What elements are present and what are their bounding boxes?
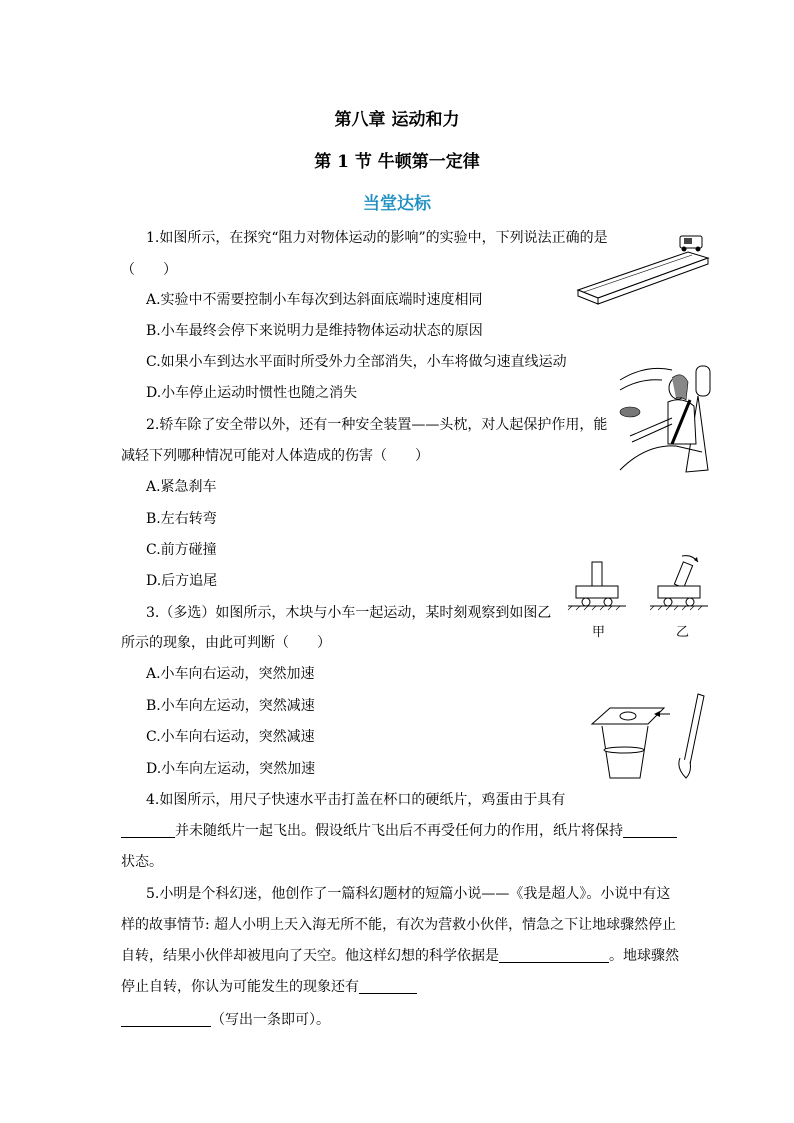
driver-headrest-figure (616, 360, 712, 476)
q3-option-a: A.小车向右运动，突然加速 (146, 666, 315, 682)
q2-stem-line1: 2.轿车除了安全带以外，还有一种安全装置——头枕，对人起保护作用，能 (146, 417, 608, 433)
q5-line3-text-b: 。地球骤然 (609, 948, 679, 964)
q2-option-b: B.左右转弯 (146, 511, 217, 527)
q2-stem-line2: 减轻下列哪种情况可能对人体造成的伤害（ ） (121, 448, 429, 464)
q3-option-b: B.小车向左运动，突然减速 (146, 698, 315, 714)
q5-line5 (121, 1011, 330, 1029)
q3-option-c: C.小车向右运动，突然减速 (146, 729, 315, 745)
q4-blank-2[interactable] (623, 823, 677, 838)
ramp-cart-figure (576, 228, 712, 306)
q5-line5-text: （写出一条即可）。 (211, 1012, 330, 1028)
q5-line1: 5.小明是个科幻迷，他创作了一篇科幻题材的短篇小说——《我是超人》。小说中有这 (146, 886, 671, 902)
q2-option-d: D.后方追尾 (146, 573, 218, 589)
q1-option-b: B.小车最终会停下来说明力是维持物体运动状态的原因 (146, 323, 483, 339)
q4-stem-line2-text: 并未随纸片一起飞出。假设纸片飞出后不再受任何力的作用，纸片将保持 (175, 823, 623, 839)
q1-stem: 1.如图所示，在探究“阻力对物体运动的影响”的实验中，下列说法正确的是 (146, 230, 608, 246)
q5-blank-2[interactable] (359, 979, 417, 994)
q3-option-d: D.小车向左运动，突然加速 (146, 761, 316, 777)
q3-stem-line2: 所示的现象，由此可判断（ ） (121, 635, 331, 651)
q5-blank-2-cont[interactable] (121, 1012, 211, 1027)
fig-label-jia: 甲 (592, 625, 606, 640)
subtitle: 当堂达标 (363, 194, 431, 214)
fig-label-yi: 乙 (676, 625, 690, 640)
q5-line3-text-a: 自转，结果小伙伴却被甩向了天空。他这样幻想的科学依据是 (121, 948, 499, 964)
q1-option-d: D.小车停止运动时惯性也随之消失 (146, 385, 358, 401)
q5-blank-1[interactable] (499, 948, 609, 963)
cart-block-figure (566, 552, 712, 644)
q2-option-a: A.紧急刹车 (146, 479, 217, 495)
q3-stem-line1: 3.（多选）如图所示，木块与小车一起运动，某时刻观察到如图乙 (146, 605, 552, 621)
q5-line3 (121, 947, 679, 965)
q5-line4-text: 停止自转，你认为可能发生的现象还有 (121, 979, 359, 995)
q1-option-a: A.实验中不需要控制小车每次到达斜面底端时速度相同 (146, 292, 483, 308)
q4-stem-line3: 状态。 (121, 854, 163, 870)
q1-option-c: C.如果小车到达水平面时所受外力全部消失，小车将做匀速直线运动 (146, 354, 567, 370)
q4-stem-line2 (121, 822, 677, 840)
cup-card-ruler-figure (588, 688, 712, 784)
q4-blank-1[interactable] (121, 823, 175, 838)
section-title: 第 1 节 牛顿第一定律 (314, 152, 480, 172)
q5-line2: 样的故事情节: 超人小明上天入海无所不能，有次为营救小伙伴，情急之下让地球骤然停止 (121, 917, 677, 933)
chapter-title: 第八章 运动和力 (334, 110, 460, 130)
q5-line4 (121, 978, 417, 996)
q2-option-c: C.前方碰撞 (146, 542, 217, 558)
q4-stem-line1: 4.如图所示，用尺子快速水平击打盖在杯口的硬纸片，鸡蛋由于具有 (146, 792, 566, 808)
q1-bracket: （ ） (121, 262, 177, 278)
